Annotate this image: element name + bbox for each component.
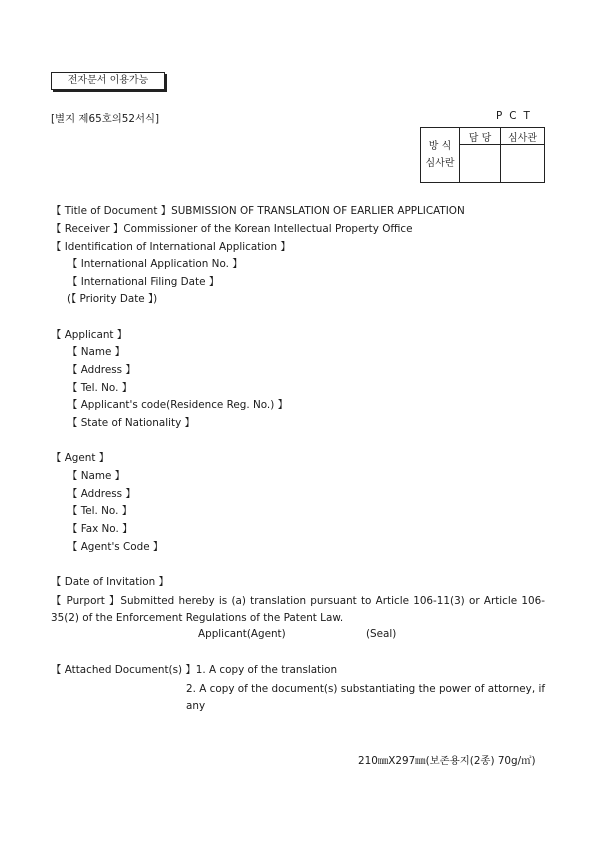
applicant-address: 【 Address 】 (67, 364, 136, 376)
purport-text: Submitted hereby is (a) translation pursuant to Article 106-11(3) or Article 106-35(2) of the Enforcement Regulations of the Patent Law. (51, 595, 545, 624)
title-of-document (51, 203, 465, 221)
title-of-document-label: 【 Title of Document 】 (51, 205, 172, 217)
receiver (51, 221, 413, 239)
stamp-label-method: 방 식 (428, 141, 452, 152)
title-of-document-value: SUBMISSION OF TRANSLATION OF EARLIER APPLICATION (171, 205, 465, 217)
agent-address: 【 Address 】 (67, 488, 136, 500)
examination-stamp-box (420, 127, 545, 183)
agent-heading: 【 Agent 】 (51, 452, 110, 464)
form-number: [별지 제65호의52서식] (51, 113, 160, 125)
priority-date: (【 Priority Date 】) (67, 293, 158, 305)
stamp-label-review: 심사란 (425, 158, 455, 169)
attached-documents (51, 662, 337, 680)
applicant-nationality: 【 State of Nationality 】 (67, 417, 195, 429)
international-application-no: 【 International Application No. 】 (67, 258, 243, 270)
attached-item-2: 2. A copy of the document(s) substantiating the power of attorney, if any (186, 683, 545, 712)
electronic-document-badge: 전자문서 이용가능 (51, 72, 165, 90)
agent-code: 【 Agent's Code 】 (67, 541, 164, 553)
applicant-name: 【 Name 】 (67, 346, 126, 358)
stamp-col-examiner: 심사관 (501, 128, 545, 145)
attached-documents-label: 【 Attached Document(s) 】 (51, 664, 196, 676)
stamp-cell-officer (460, 145, 501, 183)
attached-item-1: 1. A copy of the translation (195, 664, 338, 676)
date-of-invitation: 【 Date of Invitation 】 (51, 576, 169, 588)
signature-label: Applicant(Agent) (198, 628, 286, 640)
agent-name: 【 Name 】 (67, 470, 126, 482)
identification-heading: 【 Identification of International Application 】 (51, 241, 291, 253)
receiver-label: 【 Receiver 】 (51, 223, 124, 235)
seal-label: (Seal) (366, 628, 397, 640)
applicant-tel: 【 Tel. No. 】 (67, 382, 133, 394)
stamp-cell-examiner (501, 145, 545, 183)
stamp-row-label (421, 128, 460, 183)
agent-fax: 【 Fax No. 】 (67, 523, 133, 535)
paper-spec-footer: 210㎜X297㎜(보존용지(2종) 70g/㎡) (358, 755, 536, 767)
applicant-code: 【 Applicant's code(Residence Reg. No.) 】 (67, 399, 288, 411)
pct-label: PCT (496, 110, 537, 122)
agent-tel: 【 Tel. No. 】 (67, 505, 133, 517)
stamp-col-officer: 담 당 (460, 128, 501, 145)
applicant-heading: 【 Applicant 】 (51, 329, 128, 341)
purport (51, 593, 545, 627)
purport-label: 【 Purport 】 (51, 595, 121, 607)
receiver-value: Commissioner of the Korean Intellectual Property Office (123, 223, 413, 235)
international-filing-date: 【 International Filing Date 】 (67, 276, 220, 288)
